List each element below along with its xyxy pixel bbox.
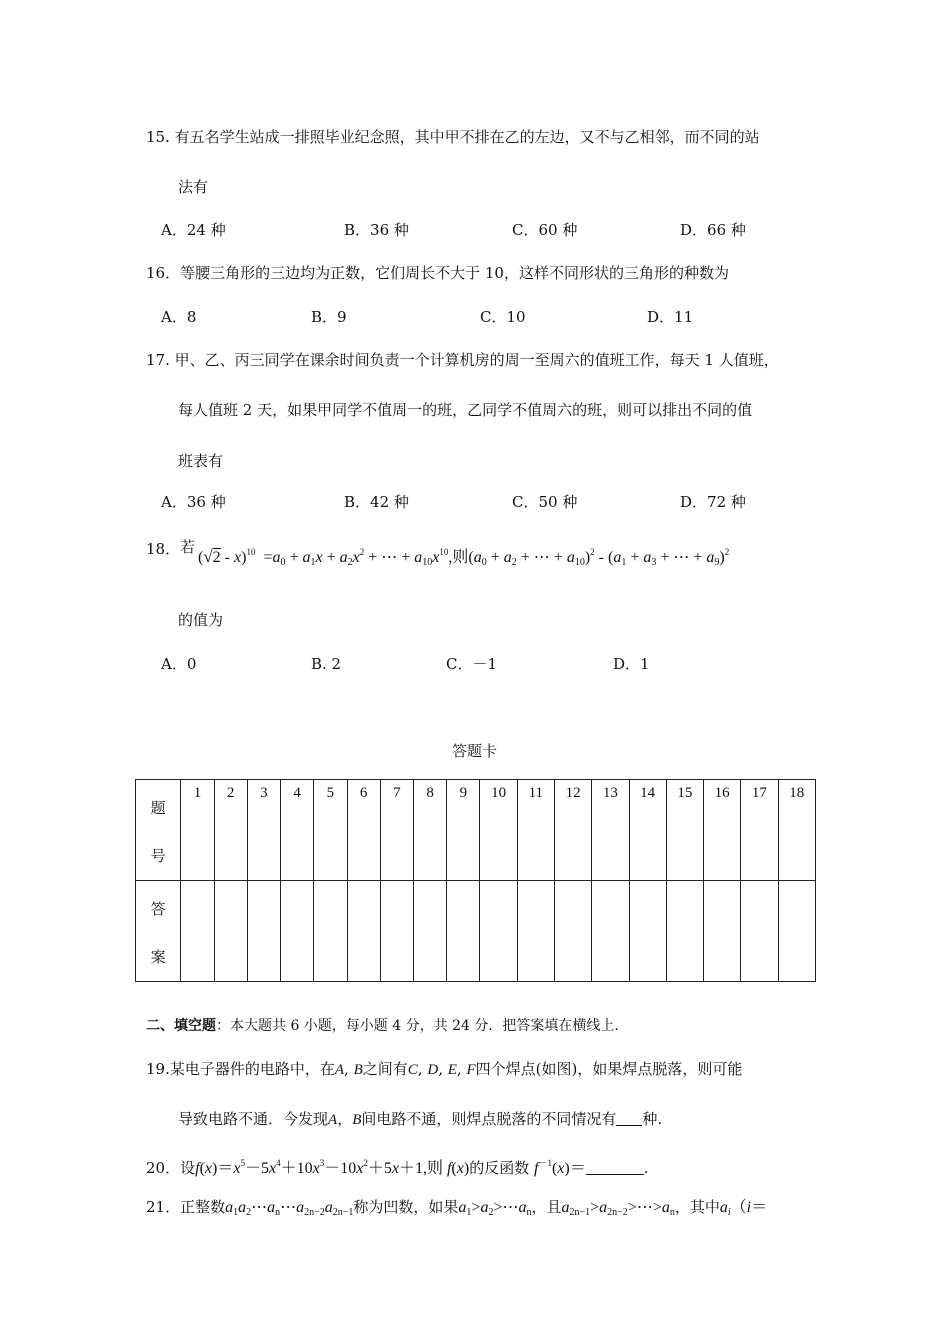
answer-cell[interactable]	[314, 881, 347, 982]
answer-card-number-row	[136, 780, 816, 881]
question-number-cell: 1	[181, 780, 214, 881]
answer-cell[interactable]	[778, 881, 815, 982]
q16-number: 16．	[146, 264, 181, 282]
answer-cell[interactable]	[281, 881, 314, 982]
answer-cell[interactable]	[554, 881, 591, 982]
q18-option-a: A．0	[161, 655, 197, 673]
question-number-cell: 7	[380, 780, 413, 881]
q16-line1	[146, 262, 729, 284]
q15-option-d: D．66 种	[680, 221, 746, 239]
question-number-cell: 18	[778, 780, 815, 881]
answer-label: 答 案	[136, 881, 181, 982]
q19-answer-blank[interactable]	[616, 1125, 642, 1126]
question-number-cell: 3	[247, 780, 280, 881]
q18-option-c: C．－1	[446, 655, 498, 673]
q21-line1: 21．正整数$a_1a_2\cdots a_n\cdots a_{2n-2}a_{2n-1}$称为凹数，如果$a_1>a_2>\cdots a_n$，且$a_{2n-1}>a_{2n-2}>\cdots>a_n$，其中$a_i(i=$	[146, 1198, 768, 1218]
q19-line1: 19.某电子器件的电路中，在A, B之间有C, D, E, F四个焊点(如图)，如果焊点脱落，则可能	[146, 1060, 743, 1078]
answer-card-table	[135, 779, 816, 982]
q15-option-c: C．60 种	[512, 221, 578, 239]
q16-option-b: B．9	[311, 308, 347, 326]
q17-number: 17.	[146, 351, 170, 369]
section-2-instructions: ：本大题共 6 小题，每小题 4 分，共 24 分．把答案填在横线上.	[216, 1018, 619, 1034]
question-number-label: 题 号	[136, 780, 181, 881]
answer-cell[interactable]	[447, 881, 480, 982]
question-number-cell: 6	[347, 780, 380, 881]
answer-cell[interactable]	[629, 881, 666, 982]
q15-line1	[146, 126, 760, 148]
question-number-cell: 2	[214, 780, 247, 881]
q17-line1	[146, 349, 779, 371]
q18-option-b: B. 2	[311, 655, 342, 673]
q16-option-d: D．11	[647, 308, 694, 326]
section-2-heading	[146, 1015, 619, 1037]
answer-cell[interactable]	[413, 881, 446, 982]
question-number-cell: 12	[554, 780, 591, 881]
question-number-cell: 15	[666, 780, 703, 881]
question-number-cell: 5	[314, 780, 347, 881]
answer-cell[interactable]	[741, 881, 778, 982]
q20-number: 20．	[146, 1159, 181, 1177]
q15-number: 15.	[146, 128, 170, 146]
answer-cell[interactable]	[247, 881, 280, 982]
answer-cell[interactable]	[347, 881, 380, 982]
q15-text: 有五名学生站成一排照毕业纪念照，其中甲不排在乙的左边，又不与乙相邻，而不同的站	[174, 128, 760, 146]
q17-option-c: C．50 种	[512, 493, 578, 511]
q18-number: 18．	[146, 540, 181, 558]
q17-line3: 班表有	[178, 452, 224, 470]
question-number-cell: 4	[281, 780, 314, 881]
q17-option-a: A．36 种	[161, 493, 226, 511]
question-number-cell: 8	[413, 780, 446, 881]
question-number-cell: 16	[704, 780, 741, 881]
q18-lead: 若	[180, 538, 196, 556]
q19-number: 19.	[146, 1060, 170, 1078]
answer-cell[interactable]	[214, 881, 247, 982]
question-number-cell: 17	[741, 780, 778, 881]
answer-cell[interactable]	[704, 881, 741, 982]
answer-cell[interactable]	[517, 881, 554, 982]
q21-number: 21．	[146, 1198, 181, 1216]
q19-line2: 导致电路不通．今发现A，B间电路不通，则焊点脱落的不同情况有 种.	[178, 1110, 663, 1128]
question-number-cell: 13	[592, 780, 629, 881]
q20-line1: 20．设$f(x)=x^5-5x^4+10x^3-10x^2+5x+1$,则 f(x)的反函数 $f^{-1}(x)=$ .	[146, 1158, 649, 1177]
q15-line2: 法有	[178, 178, 209, 196]
q20-answer-blank[interactable]	[586, 1174, 644, 1175]
answer-cell[interactable]	[380, 881, 413, 982]
answer-cell[interactable]	[181, 881, 214, 982]
question-number-cell: 10	[480, 780, 517, 881]
q18-line2: 的值为	[178, 611, 224, 629]
q16-option-a: A．8	[161, 308, 197, 326]
q18-formula: $(√2 - x)^{10} =a_0 + a_1x + a_2x^2$ + ⋯ + $a_{10}x^{10}$,则($a_0 + a_2$ + ⋯ + $a_{10})^2 - (a_1 + a_3$ + ⋯ + $a_9)^2$	[198, 547, 730, 568]
q18-option-d: D．1	[613, 655, 650, 673]
answer-cell[interactable]	[666, 881, 703, 982]
q15-option-a: A．24 种	[161, 221, 226, 239]
question-number-cell: 11	[517, 780, 554, 881]
q17-line2: 每人值班 2 天，如果甲同学不值周一的班，乙同学不值周六的班，则可以排出不同的值	[178, 401, 753, 419]
q17-text-1: 甲、乙、丙三同学在课余时间负责一个计算机房的周一至周六的值班工作，每天 1 人值班，	[174, 351, 779, 369]
q16-option-c: C．10	[480, 308, 526, 326]
q17-option-b: B．42 种	[344, 493, 409, 511]
answer-card-title: 答题卡	[452, 742, 498, 760]
q16-text: 等腰三角形的三边均为正数，它们周长不大于 10，这样不同形状的三角形的种数为	[180, 264, 729, 282]
q15-option-b: B．36 种	[344, 221, 409, 239]
answer-cell[interactable]	[592, 881, 629, 982]
answer-cell[interactable]	[480, 881, 517, 982]
question-number-cell: 9	[447, 780, 480, 881]
section-2-label: 二、填空题	[146, 1018, 216, 1034]
answer-card-answer-row	[136, 881, 816, 982]
q17-option-d: D．72 种	[680, 493, 746, 511]
question-number-cell: 14	[629, 780, 666, 881]
